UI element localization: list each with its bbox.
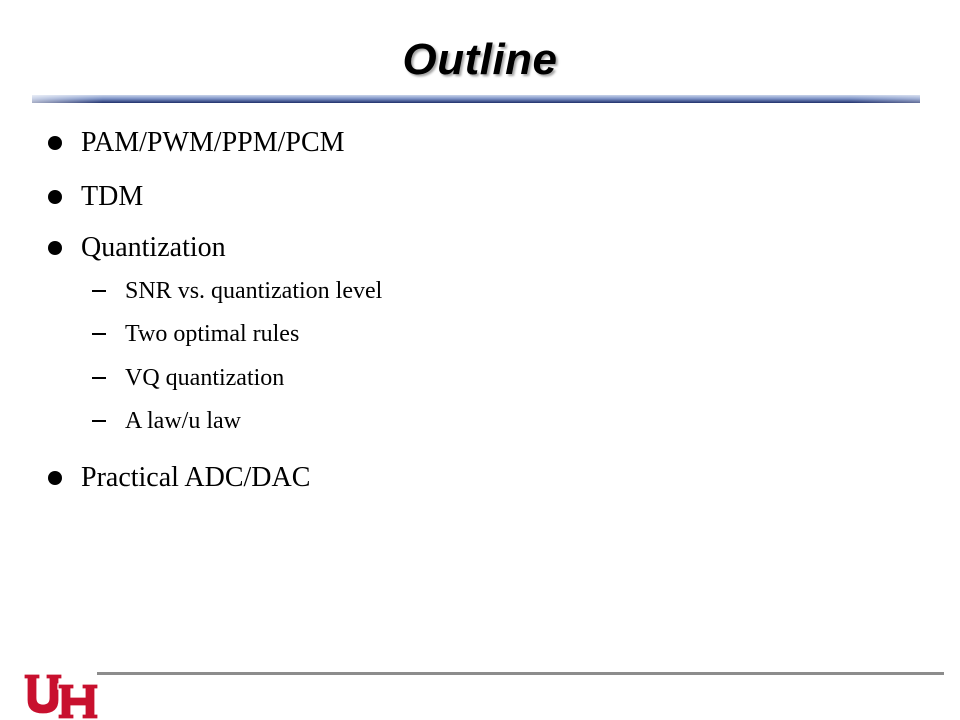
bullet-text: PAM/PWM/PPM/PCM xyxy=(81,127,345,158)
bullet-item xyxy=(48,177,143,217)
sub-bullet-item xyxy=(92,275,382,307)
dash-icon xyxy=(92,377,106,379)
footer-rule xyxy=(97,672,944,675)
slide-title: Outline xyxy=(402,35,558,84)
dash-icon xyxy=(92,333,106,335)
bullet-item xyxy=(48,228,226,268)
sub-bullet-item xyxy=(92,362,284,394)
bullet-text: TDM xyxy=(81,181,144,212)
sub-bullet-text: A law/u law xyxy=(125,408,241,434)
bullet-text: Practical ADC/DAC xyxy=(81,462,311,493)
sub-bullet-text: Two optimal rules xyxy=(125,321,300,347)
sub-bullet-text: VQ quantization xyxy=(125,365,285,391)
university-logo xyxy=(22,668,98,720)
bullet-dot-icon xyxy=(48,471,62,485)
dash-icon xyxy=(92,290,106,292)
bullet-dot-icon xyxy=(48,241,62,255)
bullet-text: Quantization xyxy=(81,232,226,263)
dash-icon xyxy=(92,420,106,422)
bullet-item xyxy=(48,123,345,163)
bullet-dot-icon xyxy=(48,190,62,204)
bullet-dot-icon xyxy=(48,136,62,150)
sub-bullet-item xyxy=(92,318,299,350)
bullet-item xyxy=(48,458,310,498)
sub-bullet-item xyxy=(92,405,241,437)
sub-bullet-text: SNR vs. quantization level xyxy=(125,278,383,304)
